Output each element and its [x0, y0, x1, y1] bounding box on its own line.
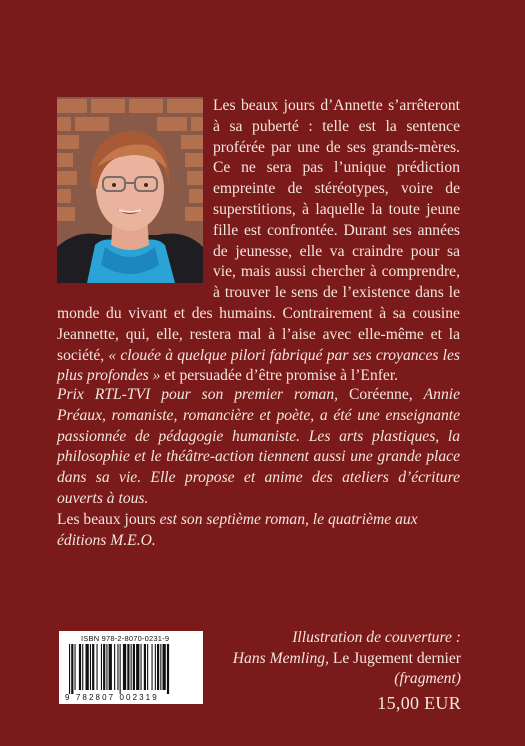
barcode-bar	[144, 644, 146, 690]
bio-text: pour son premier roman,	[150, 386, 350, 403]
bio-text: , romaniste, romancière et poète, a été une enseignante passionnée de pédagogie humaniste. Les arts plastiques, la philosophie et le théâtre-action tiennent aussi une grande place dans sa vie. Elle propose et anime des ateliers d’écriture ouverts à tous.	[57, 406, 460, 507]
cover-credits	[211, 628, 461, 690]
barcode-bar	[163, 644, 166, 690]
isbn-barcode	[59, 631, 203, 704]
barcode-bar	[120, 644, 121, 694]
barcode-bar	[97, 644, 98, 690]
barcode-bar	[136, 644, 139, 690]
barcode-bar	[131, 644, 132, 690]
barcode-bar	[155, 644, 156, 690]
author-bio	[57, 385, 460, 551]
synopsis-sentence: Ce ne sera pas l’unique prédiction empreinte de stéréotypes, voire de superstitions, à laquelle la toute jeune fille est confrontée.	[213, 159, 460, 239]
barcode-bar	[147, 644, 148, 690]
barcode-bar	[133, 644, 135, 690]
book-title: Les beaux jours	[57, 510, 156, 528]
barcode-bar	[69, 644, 70, 694]
credits-note: (fragment)	[394, 670, 461, 687]
artist-name: Hans Memling,	[232, 649, 329, 667]
barcode-bar	[86, 644, 89, 690]
credits-artwork	[211, 649, 461, 670]
author-origin: Coréenne,	[349, 386, 424, 403]
barcode-bar	[92, 644, 94, 690]
isbn-label: ISBN 978-2-8070-0231-9	[81, 634, 170, 643]
barcode-bar	[101, 644, 102, 690]
barcode-bar	[75, 644, 76, 690]
synopsis-sentence: et persuadée d’être promise à l’Enfer.	[160, 367, 399, 385]
barcode-bar	[141, 644, 142, 690]
barcode-bar	[90, 644, 91, 690]
bio-paragraph	[57, 385, 460, 510]
barcode-bar	[109, 644, 112, 690]
bio-paragraph	[57, 510, 460, 552]
barcode-bar	[167, 644, 169, 694]
barcode-bar	[127, 644, 129, 690]
synopsis	[57, 96, 460, 387]
barcode-bar	[71, 644, 73, 694]
barcode-bar	[103, 644, 105, 690]
artwork-title: Le Jugement dernier	[328, 649, 461, 667]
barcode-bar	[82, 644, 83, 690]
barcode-bar	[157, 644, 159, 690]
synopsis-sentence: Contrairement à sa cousine Jeannette, qui, elle, restera mal à l’aise avec elle-même et la société,	[57, 304, 460, 364]
barcode-bar	[117, 644, 118, 690]
barcode-bar	[160, 644, 161, 690]
barcode-number: 9 782807 002319	[65, 693, 159, 702]
barcode-bar	[123, 644, 126, 690]
credits-label: Illustration de couverture :	[292, 629, 461, 646]
bio-text: est son septième roman, le quatrième aux éditions M.E.O.	[57, 510, 418, 549]
synopsis-sentence: Les beaux jours d’Annette s’arrêteront à sa puberté : telle est la sentence proférée par une de ses grands-mères.	[213, 97, 460, 156]
photo-spacer	[57, 96, 213, 292]
barcode-bar	[79, 644, 81, 690]
barcode-bar	[152, 644, 153, 690]
barcode-bar	[114, 644, 115, 690]
synopsis-sentence: Durant ses années de jeunesse, elle va craindre pour sa vie, mais aussi chercher à comprendre, à trouver le sens de l’existence dans le monde du vivant et des humains.	[57, 221, 460, 322]
prize-name: Prix RTL-TVI	[57, 386, 151, 403]
price: 15,00 EUR	[377, 693, 461, 713]
synopsis-quote: « clouée à quelque pilori fabriqué par ses croyances les plus profondes »	[57, 346, 460, 385]
barcode-bar	[106, 644, 107, 690]
author-name: Annie Préaux	[57, 386, 460, 424]
